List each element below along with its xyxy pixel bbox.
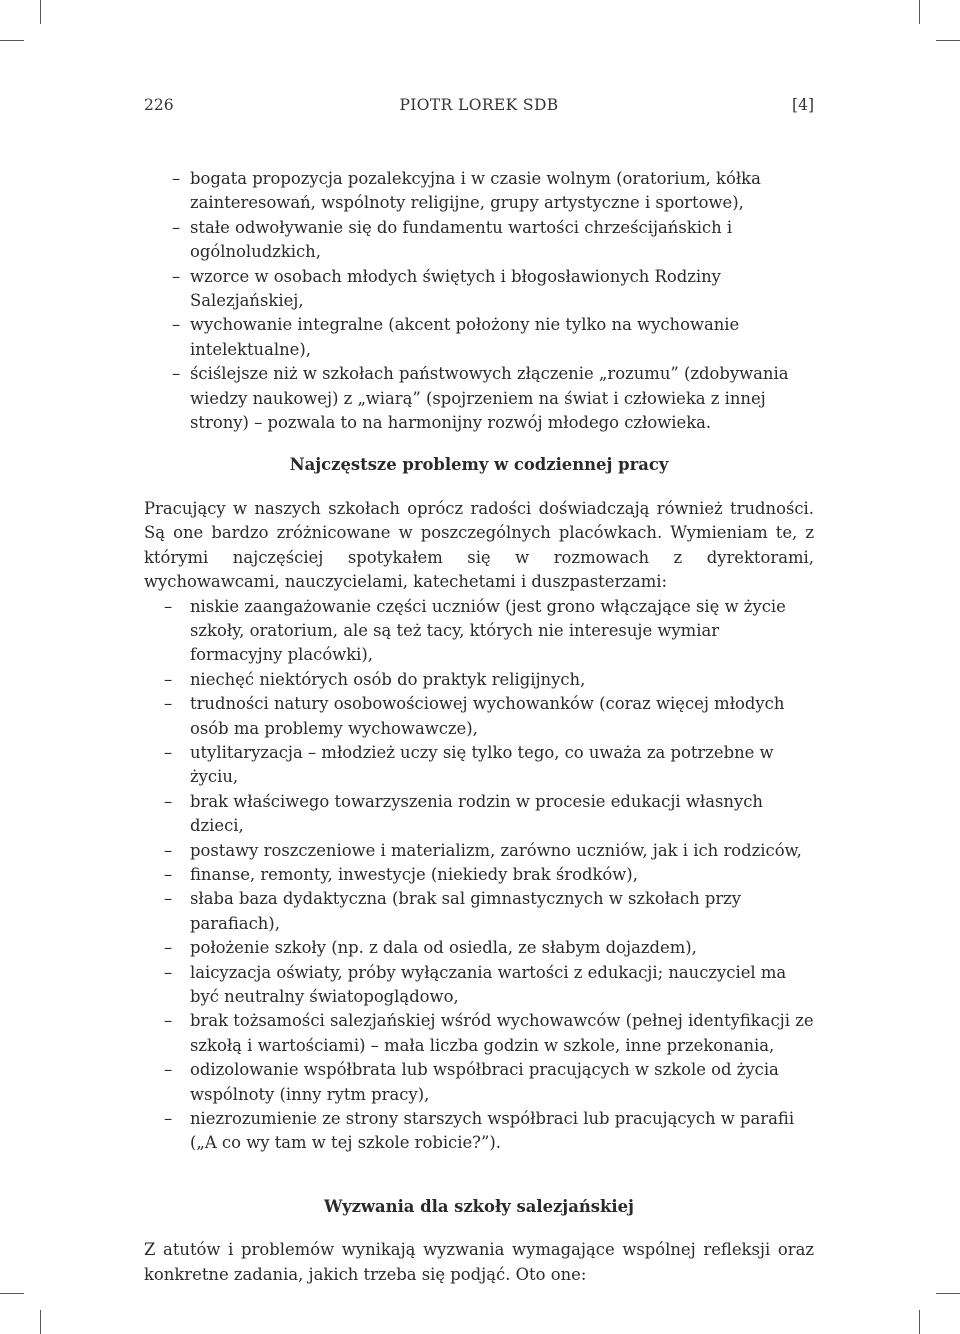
list-item: – bogata propozycja pozalekcyjna i w czasie wolnym (oratorium, kółka zainteresowań, wspólnoty religijne, grupy artystyczne i sportowe), [144,167,814,216]
list-item: – odizolowanie współbrata lub współbraci pracujących w szkole od życia wspólnoty (inny rytm pracy), [144,1058,814,1107]
strengths-list [144,167,814,435]
list-item: – niezrozumienie ze strony starszych współbraci lub pracujących w parafii („A co wy tam w tej szkole robicie?”). [144,1107,814,1156]
crop-mark-bottom-left [0,1293,24,1294]
list-item: – wzorce w osobach młodych świętych i błogosławionych Rodziny Salezjańskiej, [144,265,814,314]
list-item: – brak tożsamości salezjańskiej wśród wychowawców (pełnej identyfikacji ze szkołą i wartościami) – mała liczba godzin w szkole, inne przekonania, [144,1009,814,1058]
crop-mark-top-right [919,0,920,24]
list-item: – słaba baza dydaktyczna (brak sal gimnastycznych w szkołach przy parafiach), [144,887,814,936]
section-heading-problems: Najczęstsze problemy w codziennej pracy [289,455,669,475]
crop-mark-bottom-left [40,1310,41,1334]
problems-list [144,595,814,1156]
list-item: – wychowanie integralne (akcent położony nie tylko na wychowanie intelektualne), [144,313,814,362]
list-item: – postawy roszczeniowe i materializm, zarówno uczniów, jak i ich rodziców, [144,839,814,863]
problems-intro-paragraph: Pracujący w naszych szkołach oprócz radości doświadczają również trudności. Są one bardzo zróżnicowane w poszczególnych placówkach. Wymieniam te, z którymi najczęściej spotykałem się w rozmowach z dyrektorami, wychowawcami, nauczycielami, katechetami i duszpasterzami: [144,498,814,592]
list-item: – niechęć niektórych osób do praktyk religijnych, [144,668,814,692]
list-item: – niskie zaangażowanie części uczniów (jest grono włączające się w życie szkoły, oratorium, ale są też tacy, których nie interesuje wymiar formacyjny placówki), [144,595,814,668]
crop-mark-bottom-right [936,1293,960,1294]
page-number: 226 [144,96,174,114]
crop-mark-top-left [0,40,24,41]
challenges-intro-paragraph: Z atutów i problemów wynikają wyzwania wymagające wspólnej refleksji oraz konkretne zadania, jakich trzeba się podjąć. Oto one: [144,1240,814,1284]
crop-mark-bottom-right [919,1310,920,1334]
page-body [144,167,814,1287]
chapter-number: [4] [792,96,814,114]
section-heading-challenges: Wyzwania dla szkoły salezjańskiej [324,1196,634,1216]
list-item: – brak właściwego towarzyszenia rodzin w procesie edukacji własnych dzieci, [144,790,814,839]
running-author: PIOTR LOREK SDB [399,96,559,114]
crop-mark-top-right [936,40,960,41]
list-item: – laicyzacja oświaty, próby wyłączania wartości z edukacji; nauczyciel ma być neutralny światopoglądowo, [144,961,814,1010]
list-item: – stałe odwoływanie się do fundamentu wartości chrześcijańskich i ogólnoludzkich, [144,216,814,265]
list-item: – trudności natury osobowościowej wychowanków (coraz więcej młodych osób ma problemy wychowawcze), [144,692,814,741]
list-item: – położenie szkoły (np. z dala od osiedla, ze słabym dojazdem), [144,936,814,960]
list-item: – utylitaryzacja – młodzież uczy się tylko tego, co uważa za potrzebne w życiu, [144,741,814,790]
list-item: – ściślejsze niż w szkołach państwowych złączenie „rozumu” (zdobywania wiedzy naukowej) z „wiarą” (spojrzeniem na świat i człowieka z innej strony) – pozwala to na harmonijny rozwój młodego człowieka. [144,362,814,435]
list-item: – finanse, remonty, inwestycje (niekiedy brak środków), [144,863,814,887]
crop-mark-top-left [40,0,41,24]
